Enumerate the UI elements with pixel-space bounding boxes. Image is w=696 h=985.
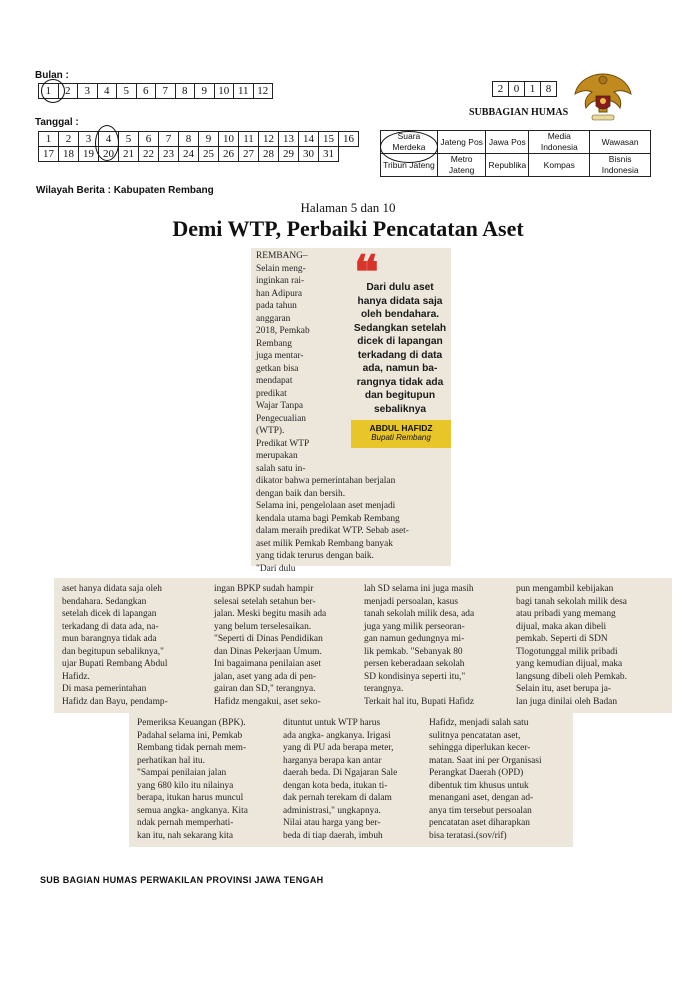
month-cell-9: 9 [195,84,215,99]
lead-column: REMBANG– Selain meng- inginkan rai- han Adipura pada tahun anggaran 2018, Pemkab Rembang juga mentar- getkan bisa mendapat predikat Wajar Tanpa Pengecualian (WTP). Predikat WTP merupakan salah satu in- dikator bahwa pemerintahan berjalan dengan baik dan bersih. Selama ini, pengelolaan aset menjadi kendala utama bagi Pemkab Rembang dalam meraih predikat WTP. Sebab aset- aset milik Pemkab Rembang banyak yang tidak terurus dengan baik. "Dari dulu [256,251,409,574]
paper-jawa-pos: Jawa Pos [486,131,529,154]
date-cell-8: 8 [179,132,199,147]
date-cell-21: 21 [119,147,139,162]
month-cell-2: 2 [58,84,78,99]
date-cell-1: 1 [39,132,59,147]
footer-text: SUB BAGIAN HUMAS PERWAKILAN PROVINSI JAWA TENGAH [40,875,324,885]
date-cell-28: 28 [259,147,279,162]
date-cell-6: 6 [139,132,159,147]
date-cell-22: 22 [139,147,159,162]
tanggal-label: Tanggal : [35,117,79,128]
date-cell-17: 17 [39,147,59,162]
bulan-label: Bulan : [35,70,69,81]
month-cell-1: 1 [39,84,59,99]
month-cell-3: 3 [78,84,98,99]
month-cell-7: 7 [156,84,176,99]
middle-column-2: ingan BPKP sudah hampir selesai setelah setahun ber- jalan. Meski begitu masih ada yang belum terselesaikan. "Seperti di Dinas Pendidikan dan Dinas Pekerjaan Umum. Ini bagaimana penilaian aset jalan, aset yang ada di pen- gairan dan SD," terangnya. Hafidz mengakui, aset seko- [214,584,327,707]
paper-suara-merdeka: Suara Merdeka [381,131,438,154]
date-cell-12: 12 [259,132,279,147]
clipping-lead [251,247,451,574]
date-cell-13: 13 [279,132,299,147]
date-cell-18: 18 [59,147,79,162]
quote-panel [351,248,451,453]
month-cell-4: 4 [97,84,117,99]
date-cell-7: 7 [159,132,179,147]
date-cell-2: 2 [59,132,79,147]
month-cell-5: 5 [117,84,137,99]
month-cell-8: 8 [175,84,195,99]
year-digit-8: 8 [541,82,557,97]
date-cell-23: 23 [159,147,179,162]
date-cell-15: 15 [319,132,339,147]
date-cell-25: 25 [199,147,219,162]
bottom-column-1: Pemeriksa Keuangan (BPK). Padahal selama ini, Pemkab Rembang tidak pernah mem- perhatikan hal itu. "Sampai penilaian jalan yang 680 kilo itu nilainya berapa, itukan harus muncul semua angka- angkanya. Kita ndak pernah memperhati- kan itu, nah sekarang kita [137,718,248,841]
year-digit-1: 1 [525,82,541,97]
date-cell-31: 31 [319,147,339,162]
date-cell-27: 27 [239,147,259,162]
month-cell-6: 6 [136,84,156,99]
month-selection-circle [41,79,65,103]
paper-republika: Republika [486,154,529,177]
middle-column-4: pun mengambil kebijakan bagi tanah sekolah milik desa atau pribadi yang memang dijual, maka akan dibeli pemkab. Seperti di SDN Tlogotunggal milik pribadi yang kemudian dijual, maka langsung dibeli oleh Pemkab. Selain itu, aset berupa ja- lan juga dinilai oleh Badan [516,584,627,707]
date-cell-30: 30 [299,147,319,162]
month-cell-11: 11 [234,84,254,99]
paper-kompas: Kompas [529,154,590,177]
date-selection-circle [95,125,119,161]
region-label: Wilayah Berita : Kabupaten Rembang [36,185,214,196]
year-digit-2: 2 [493,82,509,97]
paper-wawasan: Wawasan [590,131,651,154]
year-grid [492,81,557,97]
date-cell-5: 5 [119,132,139,147]
date-cell-29: 29 [279,147,299,162]
quote-role: Bupati Rembang [371,433,431,442]
page-reference: Halaman 5 dan 10 [300,200,396,215]
office-name: SUBBAGIAN HUMAS [469,107,569,118]
paper-jateng-pos: Jateng Pos [437,131,486,154]
paper-bisnis-indonesia: Bisnis Indonesia [590,154,651,177]
bottom-column-2: dituntut untuk WTP harus ada angka- angkanya. Irigasi yang di PU ada berapa meter, harganya berapa kan antar daerah beda. Di Ngajaran Sale dengan kota beda, itukan ti- dak pernah terekam di dalam administrasi," ungkapnya. Nilai atau harga yang ber- beda di tiap daerah, imbuh [283,718,398,841]
paper-metro-jateng: Metro Jateng [437,154,486,177]
clipping-bottom [129,712,573,847]
date-cell-24: 24 [179,147,199,162]
date-cell-3: 3 [79,132,99,147]
newspaper-selection-circle [380,131,438,163]
month-grid [38,83,273,99]
date-cell-19: 19 [79,147,99,162]
quote-attribution-box [351,420,451,448]
article-title: Demi WTP, Perbaiki Pencatatan Aset [172,216,524,241]
date-cell-20: 20 [99,147,119,162]
date-cell-16: 16 [339,132,359,147]
date-grid [38,131,359,162]
garuda-emblem-icon [572,68,634,124]
year-digit-0: 0 [509,82,525,97]
paper-media-indonesia: Media Indonesia [529,131,590,154]
date-cell-11: 11 [239,132,259,147]
pull-quote: Dari dulu aset hanya didata saja oleh bendahara. Sedangkan setelah dicek di lapangan terkadang di data ada, namun ba- rangnya tidak ada dan begitupun sebaliknya [353,282,447,415]
date-cell-14: 14 [299,132,319,147]
middle-column-1: aset hanya didata saja oleh bendahara. Sedangkan setelah dicek di lapangan terkadang di data ada, na- mun barangnya tidak ada dan begitupun sebaliknya," ujar Bupati Rembang Abdul Hafidz. Di masa pemerintahan Hafidz dan Bayu, pendamp- [62,584,168,707]
date-cell-26: 26 [219,147,239,162]
quote-author: ABDUL HAFIDZ [369,423,433,433]
quote-mark-icon: ❝ [354,247,379,298]
middle-column-3: lah SD selama ini juga masih menjadi persoalan, kasus tanah sekolah milik desa, ada juga yang milik perseoran- gan namun gedungnya mi- lik pemkab. "Sebanyak 80 persen keberadaan sekolah SD kondisinya seperti itu," terangnya. Terkait hal itu, Bupati Hafidz [364,584,475,707]
bottom-column-3: Hafidz, menjadi salah satu sulitnya pencatatan aset, sehingga diperlukan kecer- matan. Saat ini per Organisasi Perangkat Daerah (OPD) dibentuk tim khusus untuk menangani aset, dengan ad- anya tim tersebut persoalan pencatatan aset diharapkan bisa teratasi.(sov/rif) [429,718,542,841]
clipping-middle [54,578,672,713]
paper-tribun-jateng: Tribun Jateng [381,154,438,177]
date-cell-9: 9 [199,132,219,147]
month-cell-12: 12 [253,84,273,99]
month-cell-10: 10 [214,84,234,99]
date-cell-10: 10 [219,132,239,147]
date-cell-4: 4 [99,132,119,147]
